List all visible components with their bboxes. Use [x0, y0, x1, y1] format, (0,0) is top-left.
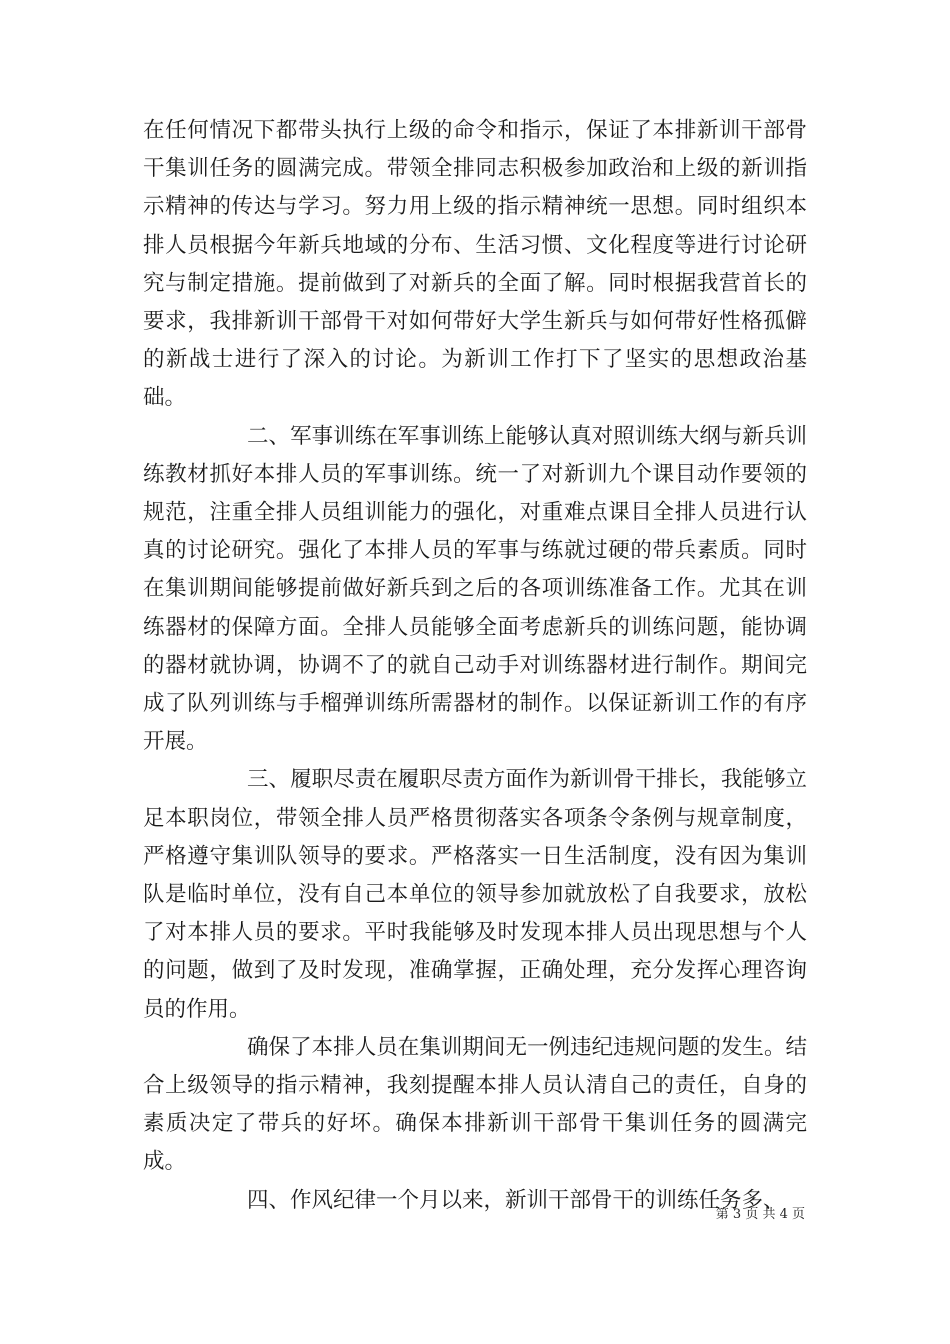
document-body [143, 112, 807, 1220]
paragraph-military-training: 二、军事训练在军事训练上能够认真对照训练大纲与新兵训练教材抓好本排人员的军事训练。统一了对新训九个课目动作要领的规范，注重全排人员组训能力的强化，对重难点课目全排人员进行认真的讨论研究。强化了本排人员的军事与练就过硬的带兵素质。同时在集训期间能够提前做好新兵到之后的各项训练准备工作。尤其在训练器材的保障方面。全排人员能够全面考虑新兵的训练问题，能协调的器材就协调，协调不了的就自己动手对训练器材进行制作。期间完成了队列训练与手榴弹训练所需器材的制作。以保证新训工作的有序开展。 [143, 423, 807, 755]
paragraph-work-style: 四、作风纪律一个月以来，新训干部骨干的训练任务多、 [247, 1187, 785, 1213]
page-number-footer: 第 3 页 共 4 页 [715, 1207, 805, 1222]
paragraph-discipline-result: 确保了本排人员在集训期间无一例违纪违规问题的发生。结合上级领导的指示精神，我刻提醒本排人员认清自己的责任，自身的素质决定了带兵的好坏。确保本排新训干部骨干集训任务的圆满完成。 [143, 1034, 807, 1175]
paragraph-political-study: 在任何情况下都带头执行上级的命令和指示，保证了本排新训干部骨干集训任务的圆满完成。带领全排同志积极参加政治和上级的新训指示精神的传达与学习。努力用上级的指示精神统一思想。同时组织本排人员根据今年新兵地域的分布、生活习惯、文化程度等进行讨论研究与制定措施。提前做到了对新兵的全面了解。同时根据我营首长的要求，我排新训干部骨干对如何带好大学生新兵与如何带好性格孤僻的新战士进行了深入的讨论。为新训工作打下了坚实的思想政治基础。 [143, 118, 807, 411]
paragraph-duty-performance: 三、履职尽责在履职尽责方面作为新训骨干排长，我能够立足本职岗位，带领全排人员严格贯彻落实各项条令条例与规章制度，严格遵守集训队领导的要求。严格落实一日生活制度，没有因为集训队是临时单位，没有自己本单位的领导参加就放松了自我要求，放松了对本排人员的要求。平时我能够及时发现本排人员出现思想与个人的问题，做到了及时发现，准确掌握，正确处理，充分发挥心理咨询员的作用。 [143, 767, 807, 1022]
